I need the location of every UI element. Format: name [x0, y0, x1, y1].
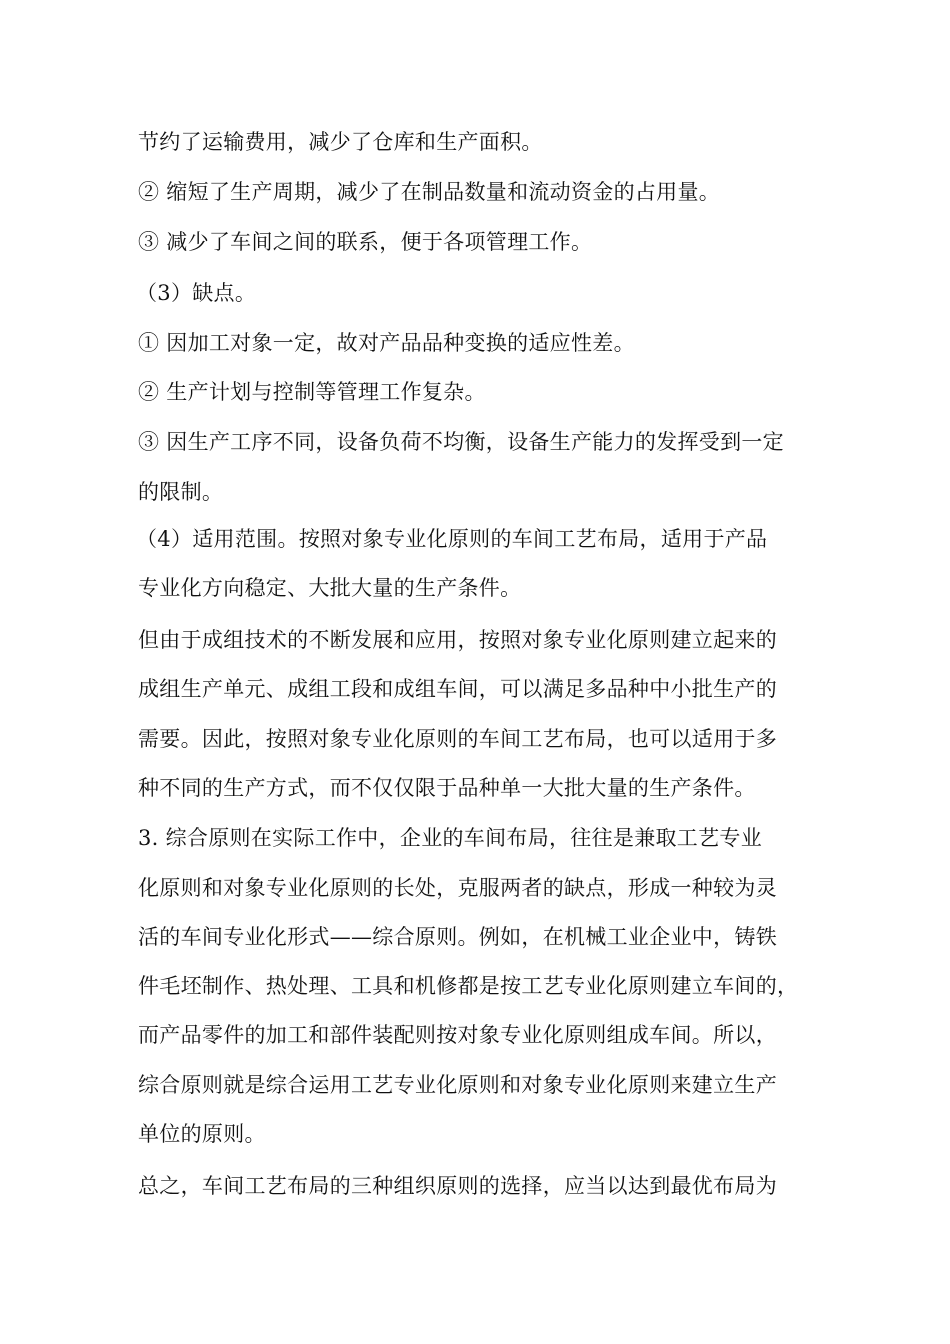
- text-line: ① 因加工对象一定，故对产品品种变换的适应性差。: [138, 331, 635, 355]
- text-line: 但由于成组技术的不断发展和应用，按照对象专业化原则建立起来的: [138, 628, 777, 652]
- section-heading: （3）缺点。: [136, 281, 257, 305]
- text-line: 总之，车间工艺布局的三种组织原则的选择，应当以达到最优布局为: [138, 1174, 777, 1198]
- section-heading: 3. 综合原则在实际工作中，企业的车间布局，往往是兼取工艺专业: [138, 826, 763, 850]
- text-line: 综合原则就是综合运用工艺专业化原则和对象专业化原则来建立生产: [138, 1073, 777, 1097]
- text-line: 节约了运输费用，减少了仓库和生产面积。: [138, 130, 543, 154]
- text-line: ③ 因生产工序不同，设备负荷不均衡，设备生产能力的发挥受到一定: [138, 430, 784, 454]
- text-line: ② 生产计划与控制等管理工作复杂。: [138, 380, 486, 404]
- text-line: ③ 减少了车间之间的联系，便于各项管理工作。: [138, 230, 593, 254]
- text-line: ② 缩短了生产周期，减少了在制品数量和流动资金的占用量。: [138, 180, 721, 204]
- text-line: 活的车间专业化形式——综合原则。例如，在机械工业企业中，铸铁: [138, 925, 777, 949]
- text-line: 种不同的生产方式，而不仅仅限于品种单一大批大量的生产条件。: [138, 776, 756, 800]
- section-heading: （4）适用范围。按照对象专业化原则的车间工艺布局，适用于产品: [136, 527, 768, 551]
- text-line: 单位的原则。: [138, 1122, 266, 1146]
- text-line: 件毛坯制作、热处理、工具和机修都是按工艺专业化原则建立车间的，: [138, 974, 799, 998]
- text-line: 而产品零件的加工和部件装配则按对象专业化原则组成车间。所以，: [138, 1023, 777, 1047]
- text-line: 需要。因此，按照对象专业化原则的车间工艺布局，也可以适用于多: [138, 727, 777, 751]
- text-line: 专业化方向稳定、大批大量的生产条件。: [138, 576, 522, 600]
- text-line: 成组生产单元、成组工段和成组车间，可以满足多品种中小批生产的: [138, 677, 777, 701]
- text-line: 化原则和对象专业化原则的长处，克服两者的缺点，形成一种较为灵: [138, 876, 777, 900]
- text-line: 的限制。: [138, 480, 224, 504]
